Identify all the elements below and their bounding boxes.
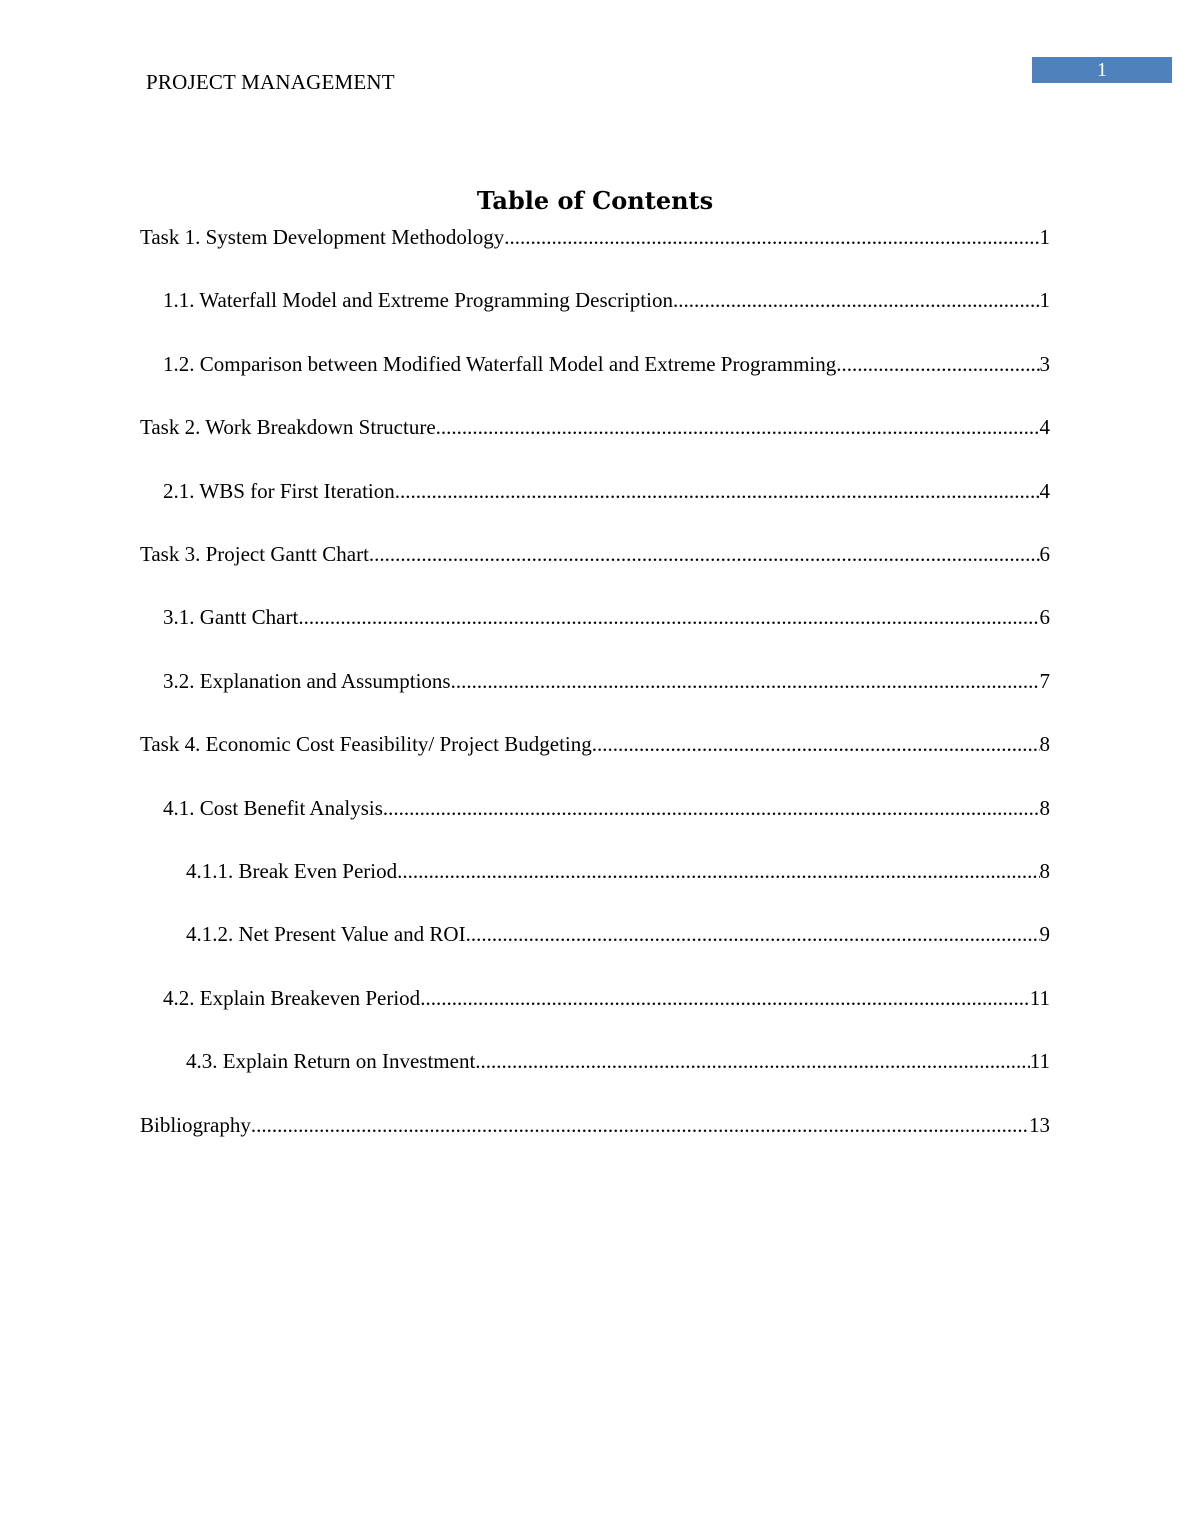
toc-entry-label: Task 4. Economic Cost Feasibility/ Project Budgeting: [140, 732, 592, 756]
toc-entry-label: Task 3. Project Gantt Chart: [140, 542, 369, 566]
toc-entry-page: 8: [1039, 859, 1050, 883]
toc-entry[interactable]: [186, 919, 1050, 949]
toc-entry-label: 2.1. WBS for First Iteration: [163, 479, 395, 503]
toc-entry[interactable]: [163, 983, 1050, 1013]
page-number-badge: 1: [1032, 57, 1172, 83]
toc-entry-page: 3: [1039, 352, 1050, 376]
toc-entry-page: 1: [1039, 225, 1050, 249]
toc-entry-page: 4: [1039, 479, 1050, 503]
toc-dot-leader: [504, 222, 1039, 252]
toc-entry-label: 4.1.1. Break Even Period: [186, 859, 398, 883]
toc-dot-leader: [420, 983, 1030, 1013]
toc-entry[interactable]: [140, 729, 1050, 759]
toc-entry-page: 11: [1029, 986, 1050, 1010]
toc-entry[interactable]: [163, 349, 1050, 379]
toc-dot-leader: [475, 1046, 1029, 1076]
toc-entry-label: 4.2. Explain Breakeven Period: [163, 986, 421, 1010]
toc-title: Table of Contents: [476, 186, 714, 215]
toc-dot-leader: [383, 793, 1040, 823]
toc-entry-page: 8: [1039, 732, 1050, 756]
toc-entry-label: 4.1. Cost Benefit Analysis: [163, 796, 383, 820]
toc-entry-label: 1.1. Waterfall Model and Extreme Programming Description: [163, 288, 673, 312]
toc-entry-label: 4.3. Explain Return on Investment: [186, 1049, 476, 1073]
toc-entry[interactable]: [140, 1110, 1050, 1140]
toc-entry-label: 3.2. Explanation and Assumptions: [163, 669, 451, 693]
toc-entry-page: 6: [1039, 542, 1050, 566]
toc-entry-page: 4: [1039, 415, 1050, 439]
toc-entry[interactable]: [140, 539, 1050, 569]
toc-entry-page: 7: [1039, 669, 1050, 693]
toc-entry[interactable]: [163, 793, 1050, 823]
toc-entry-label: Bibliography: [140, 1113, 251, 1137]
running-head: PROJECT MANAGEMENT: [146, 70, 395, 94]
toc-entry-label: 4.1.2. Net Present Value and ROI: [186, 922, 466, 946]
toc-dot-leader: [369, 539, 1040, 569]
toc-entry[interactable]: [163, 602, 1050, 632]
toc-entry-page: 6: [1039, 605, 1050, 629]
toc-entry[interactable]: [140, 412, 1050, 442]
toc-dot-leader: [451, 666, 1040, 696]
toc-entry-page: 9: [1039, 922, 1050, 946]
toc-entry[interactable]: [186, 1046, 1050, 1076]
toc-entry-page: 11: [1029, 1049, 1050, 1073]
toc-entry[interactable]: [163, 476, 1050, 506]
toc-entry[interactable]: [163, 285, 1050, 315]
toc-entry-page: 13: [1029, 1113, 1050, 1137]
toc-entry[interactable]: [163, 666, 1050, 696]
toc-dot-leader: [251, 1110, 1029, 1140]
toc-dot-leader: [436, 412, 1040, 442]
toc-entry-page: 1: [1039, 288, 1050, 312]
toc-dot-leader: [395, 476, 1040, 506]
toc-entry[interactable]: [140, 222, 1050, 252]
toc-entry-label: 3.1. Gantt Chart: [163, 605, 299, 629]
toc-dot-leader: [836, 349, 1039, 379]
toc-dot-leader: [592, 729, 1040, 759]
toc-dot-leader: [466, 919, 1040, 949]
toc-entry-page: 8: [1039, 796, 1050, 820]
toc-entry-label: Task 1. System Development Methodology: [140, 225, 505, 249]
toc-dot-leader: [673, 285, 1040, 315]
toc-entry-label: 1.2. Comparison between Modified Waterfall Model and Extreme Programming: [163, 352, 837, 376]
toc-dot-leader: [298, 602, 1039, 632]
toc-dot-leader: [397, 856, 1039, 886]
toc-entry-label: Task 2. Work Breakdown Structure: [140, 415, 436, 439]
toc-entry[interactable]: [186, 856, 1050, 886]
